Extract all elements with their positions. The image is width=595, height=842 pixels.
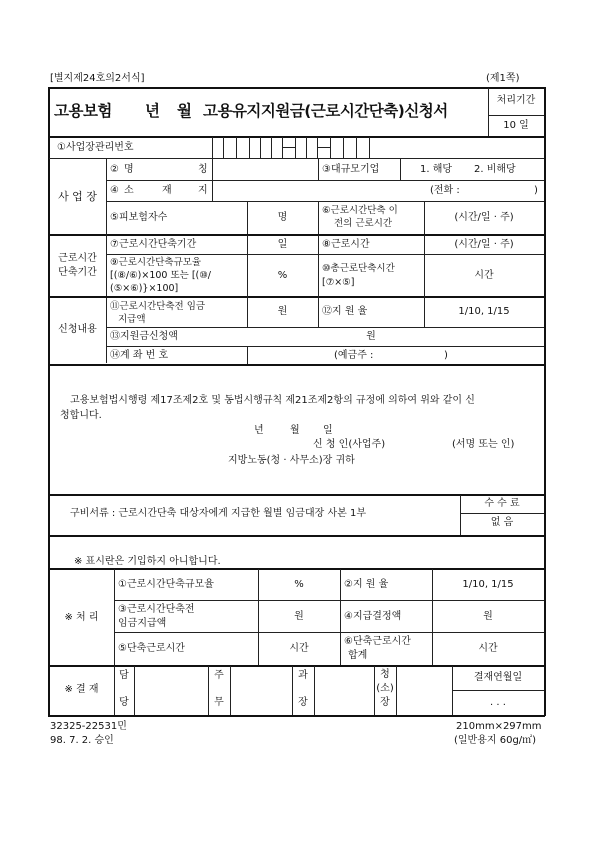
page-number: (제1쪽) [486, 73, 520, 84]
approval-director-1: 청 [380, 669, 390, 680]
large-company-label: ③대규모기업 [322, 164, 380, 175]
wage-before-label-1: ⑪근로시간단축전 임금 [110, 301, 206, 312]
recipient: 지방노동(청 · 사무소)장 귀하 [228, 455, 355, 466]
scale-rate-unit: % [277, 270, 288, 281]
address-field[interactable] [213, 181, 423, 201]
scale-rate-label-3: (⑤×⑥)}×100] [110, 283, 179, 294]
name-number: ② [110, 164, 119, 175]
address-label-2: 재 [162, 185, 172, 196]
account-holder-close: ) [444, 350, 448, 361]
total-hours-unit: 시간 [474, 270, 494, 281]
prev-hours-unit: (시간/일 · 주) [454, 212, 514, 223]
footer-code: 32325-22531민 [50, 721, 127, 732]
approval-director-3: 장 [380, 697, 390, 708]
process-wage-label-1: ③근로시간단축전 [118, 604, 195, 615]
name-field[interactable] [213, 159, 317, 180]
process-wage-unit: 원 [294, 611, 304, 622]
section-approval: ※ 결 재 [64, 684, 99, 695]
period-label: ⑦근로시간단축기간 [110, 239, 197, 250]
apply-amount-unit: 원 [366, 331, 376, 342]
large-company-option-no[interactable]: 2. 비해당 [474, 164, 516, 175]
total-hours-label-2: [⑦×⑤] [322, 277, 355, 288]
date-year: 년 [254, 425, 264, 436]
approval-date-label: 결재연월일 [473, 672, 523, 683]
process-wage-label-2: 임금지급액 [118, 618, 167, 629]
applicant-label: 신 청 인(사업주) [313, 439, 386, 450]
processing-period-days: 10 일 [503, 120, 529, 131]
large-company-option-yes[interactable]: 1. 해당 [420, 164, 453, 175]
process-scale-label: ①근로시간단축규모율 [118, 579, 214, 590]
wage-before-unit: 원 [277, 306, 288, 317]
date-month: 월 [290, 425, 300, 436]
address-number: ④ [110, 185, 119, 196]
footer-paper-size: 210mm×297mm [456, 721, 542, 732]
approval-staff-sign[interactable] [135, 666, 207, 715]
title-month: 월 [177, 102, 192, 120]
approval-staff-2: 당 [119, 697, 129, 708]
workplace-number-boxes [213, 137, 544, 158]
form-title: 고용유지지원금(근로시간단축)신청서 [203, 102, 448, 120]
approval-chief-1: 주 [214, 670, 224, 681]
fee-value: 없 음 [490, 517, 514, 528]
process-total-unit: 시간 [478, 643, 498, 654]
process-decided-unit: 원 [483, 611, 493, 622]
process-total-label-1: ⑥단축근로시간 [344, 636, 411, 647]
process-scale-unit: % [294, 579, 304, 590]
support-rate-label: ⑫지 원 율 [322, 306, 368, 317]
name-label-2: 칭 [198, 164, 208, 175]
section-reduction-1: 근로시간 [58, 253, 97, 264]
scale-rate-label-2: [(⑧/⑥)×100 또는 [(⑩/ [110, 270, 211, 281]
process-rate-value: 1/10, 1/15 [462, 579, 514, 590]
prev-hours-label-2: 전의 근로시간 [334, 218, 393, 229]
footer-approval-date: 98. 7. 2. 승인 [50, 735, 114, 746]
support-rate-value: 1/10, 1/15 [458, 306, 510, 317]
note-text: ※ 표시란은 기입하지 아니합니다. [74, 556, 221, 567]
address-label-1: 소 [124, 185, 134, 196]
insured-count-label: ⑤피보험자수 [110, 212, 168, 223]
account-holder-label: (예금주 : [334, 350, 374, 361]
hours-label: ⑧근로시간 [322, 239, 370, 250]
address-label-3: 지 [198, 185, 208, 196]
approval-date-value[interactable]: . . . [490, 697, 506, 708]
process-hours-label: ⑤단축근로시간 [118, 643, 185, 654]
form-reference: [별지제24호의2서식] [50, 73, 145, 84]
hours-unit: (시간/일 · 주) [454, 239, 514, 250]
wage-before-label-2: 지급액 [118, 314, 146, 325]
approval-director-sign[interactable] [397, 666, 451, 715]
approval-manager-2: 장 [298, 697, 308, 708]
attachments-text: 구비서류 : 근로시간단축 대상자에게 지급한 월별 임금대장 사본 1부 [70, 508, 366, 519]
apply-amount-label: ⑬지원금신청액 [110, 331, 178, 342]
prev-hours-label-1: ⑥근로시간단축 이 [322, 205, 398, 216]
statement-line-1: 고용보험법시행령 제17조제2호 및 동법시행규칙 제21조제2항의 규정에 의하여 위와 같이 신 [70, 395, 475, 406]
approval-staff-1: 담 [119, 670, 129, 681]
phone-close: ) [534, 185, 538, 196]
title-prefix: 고용보험 [54, 102, 112, 120]
signature-label: (서명 또는 인) [452, 439, 515, 450]
account-number-label: ⑭계 좌 번 호 [110, 350, 169, 361]
processing-period-label: 처리기간 [496, 95, 536, 106]
section-process: ※ 처 리 [64, 612, 99, 623]
process-rate-label: ②지 원 율 [344, 579, 389, 590]
statement-line-2: 청합니다. [60, 410, 102, 421]
process-decided-label: ④지급결정액 [344, 611, 402, 622]
section-application: 신청내용 [58, 324, 97, 335]
footer-paper-type: (일반용지 60g/㎡) [454, 735, 537, 746]
date-day: 일 [323, 425, 333, 436]
approval-manager-1: 과 [298, 670, 308, 681]
scale-rate-label-1: ⑨근로시간단축규모율 [110, 257, 202, 268]
total-hours-label-1: ⑩총근로단축시간 [322, 263, 395, 274]
fee-label: 수 수 료 [484, 498, 520, 509]
approval-director-2: (소) [376, 683, 394, 694]
insured-count-unit: 명 [277, 212, 288, 223]
process-total-label-2: 합계 [348, 650, 368, 661]
title-year: 년 [145, 102, 160, 120]
section-reduction-2: 단축기간 [58, 267, 97, 278]
process-hours-unit: 시간 [289, 643, 309, 654]
approval-manager-sign[interactable] [315, 666, 373, 715]
phone-label: (전화 : [430, 185, 460, 196]
period-unit: 일 [277, 239, 288, 250]
approval-chief-sign[interactable] [231, 666, 291, 715]
workplace-number-field[interactable] [213, 137, 544, 158]
name-label-1: 명 [124, 164, 134, 175]
approval-chief-2: 무 [214, 697, 224, 708]
section-business: 사 업 장 [58, 190, 97, 203]
workplace-number-label: ①사업장관리번호 [57, 142, 134, 153]
